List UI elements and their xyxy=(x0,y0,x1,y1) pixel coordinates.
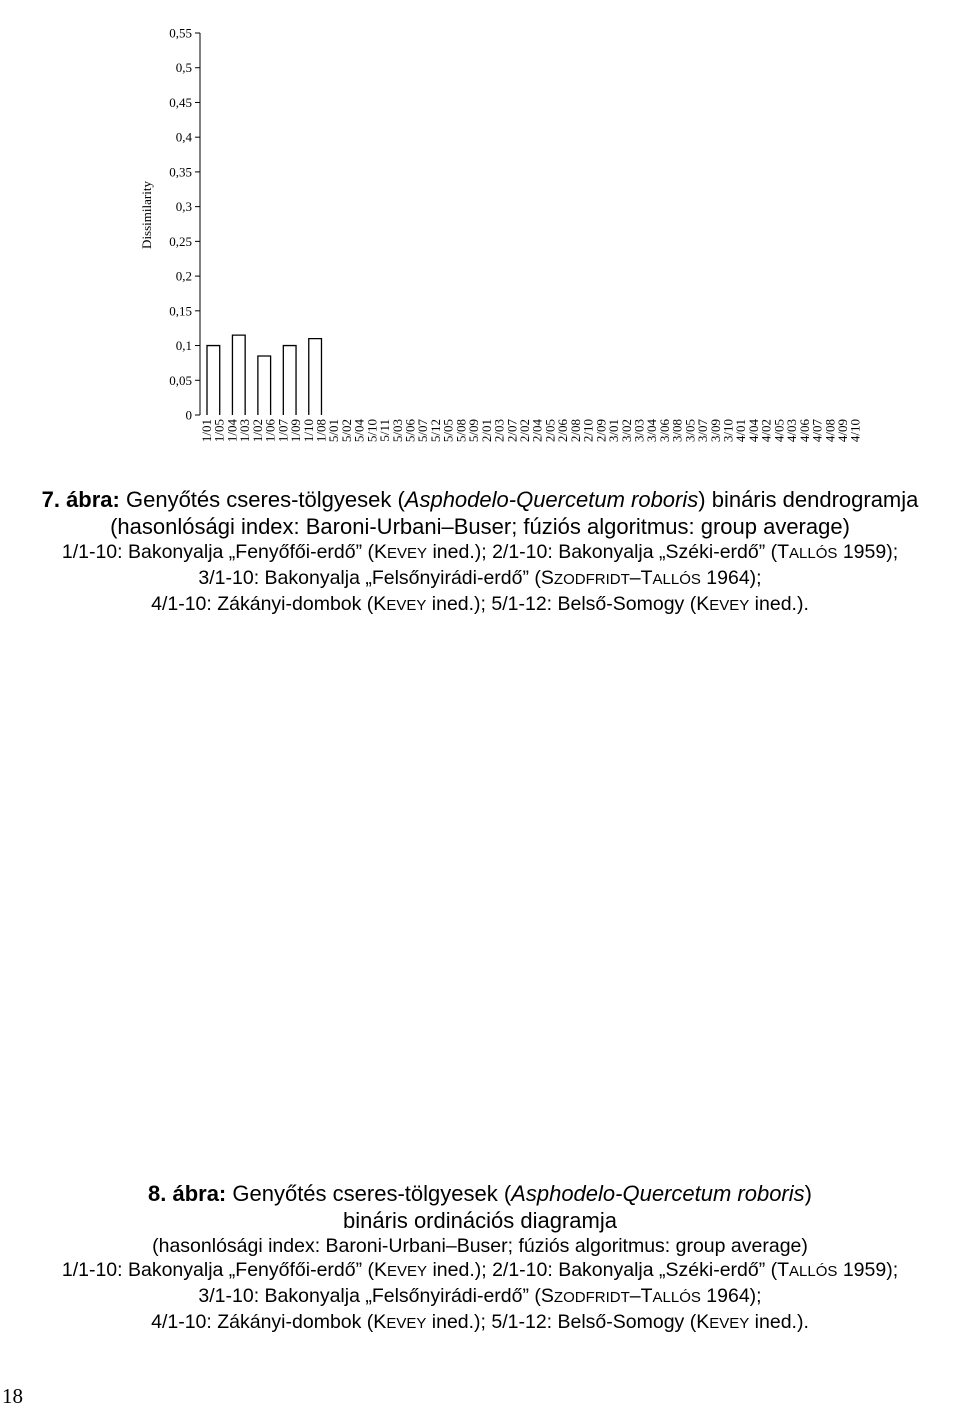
caption-text: 1959); xyxy=(837,1259,899,1281)
caption-text: ined.); 5/1-12: Belső-Somogy (K xyxy=(426,1311,710,1333)
dendrogram-leaf-label: 1/04 xyxy=(224,419,240,443)
dendrogram-leaf-label: 1/06 xyxy=(262,419,278,443)
caption-line xyxy=(0,592,960,618)
caption-line xyxy=(0,566,960,592)
dendrogram-leaf-label: 3/01 xyxy=(606,419,622,443)
dendrogram-y-tick-label: 0 xyxy=(185,407,192,423)
dendrogram-y-tick-label: 0,05 xyxy=(169,372,192,388)
caption-text: Genyőtés cseres-tölgyesek ( xyxy=(226,1181,512,1206)
dendrogram-y-axis-label: Dissimilarity xyxy=(139,181,154,249)
dendrogram-chart xyxy=(0,0,960,470)
dendrogram-leaf-label: 2/06 xyxy=(555,419,571,443)
dendrogram-leaf-label: 5/06 xyxy=(402,419,418,443)
dendrogram-leaf-label: 3/02 xyxy=(618,419,634,443)
dendrogram-branch xyxy=(232,335,245,415)
caption-text: 4/1-10: Zákányi-dombok (K xyxy=(151,593,387,615)
caption-text: 1959); xyxy=(837,541,899,563)
dendrogram-leaf-label: 4/02 xyxy=(758,419,774,443)
dendrogram-leaf-label: 4/03 xyxy=(784,419,800,443)
caption-text: 8. ábra: xyxy=(148,1181,227,1206)
dendrogram-y-tick-label: 0,5 xyxy=(175,60,192,76)
caption-text: EVEY xyxy=(387,1263,428,1280)
dendrogram-y-tick-label: 0,4 xyxy=(175,129,192,145)
dendrogram-y-tick-label: 0,15 xyxy=(169,303,192,319)
dendrogram-leaf-label: 5/01 xyxy=(326,419,342,443)
dendrogram-y-axis xyxy=(169,26,200,423)
caption-text: 7. ábra: xyxy=(41,487,120,512)
dendrogram-leaf-label: 2/02 xyxy=(517,419,532,443)
caption-text: Asphodelo-Quercetum roboris xyxy=(511,1181,805,1206)
caption-text: (hasonlósági index: Baroni-Urbani–Buser; fúziós algoritmus: group average) xyxy=(110,514,850,539)
dendrogram-leaf-label: 3/08 xyxy=(669,419,685,443)
caption-line xyxy=(0,1234,960,1258)
caption-text: ) xyxy=(804,1181,812,1206)
dendrogram-leaf-label: 4/04 xyxy=(745,419,761,443)
dendrogram-leaf-label: 3/10 xyxy=(720,419,736,443)
caption-line xyxy=(0,486,960,513)
dendrogram-branch xyxy=(258,356,271,415)
caption-line xyxy=(0,1310,960,1336)
dendrogram-y-tick-label: 0,2 xyxy=(175,268,192,284)
dendrogram-leaf-label: 3/06 xyxy=(656,419,672,443)
dendrogram-leaf-label: 5/08 xyxy=(453,419,469,443)
dendrogram-leaf-label: 5/04 xyxy=(351,419,367,443)
dendrogram-leaf-label: 4/08 xyxy=(822,419,838,443)
dendrogram-leaf-label: 4/01 xyxy=(733,419,749,443)
dendrogram-leaf-labels xyxy=(199,419,863,443)
dendrogram-leaf-label: 3/05 xyxy=(682,419,698,443)
dendrogram-y-tick-label: 0,1 xyxy=(175,338,192,354)
caption-text: (hasonlósági index: Baroni-Urbani–Buser; fúziós algoritmus: group average) xyxy=(152,1235,808,1257)
dendrogram-leaf-label: 2/07 xyxy=(504,419,520,443)
caption-line xyxy=(0,1207,960,1234)
dendrogram-leaf-label: 5/05 xyxy=(440,419,456,443)
dendrogram-leaf-label: 5/07 xyxy=(415,419,431,443)
dendrogram-leaf-label: 4/05 xyxy=(771,419,787,443)
dendrogram-leaf-label: 5/02 xyxy=(338,419,354,443)
caption-text: 1964); xyxy=(700,567,762,589)
caption-text: Asphodelo-Quercetum roboris xyxy=(404,487,699,512)
dendrogram-leaf-label: 2/05 xyxy=(542,419,558,443)
caption-text: ) bináris dendrogramja xyxy=(698,487,919,512)
dendrogram-branch xyxy=(283,346,296,415)
caption-text: ALLÓS xyxy=(652,1289,701,1306)
dendrogram-leaf-label: 2/01 xyxy=(478,419,494,443)
dendrogram-leaf-label: 3/04 xyxy=(644,419,660,443)
dendrogram-leaf-label: 1/01 xyxy=(199,419,214,443)
caption-text: EVEY xyxy=(386,597,427,614)
dendrogram-leaf-label: 3/07 xyxy=(695,419,711,443)
dendrogram-leaf-label: 4/07 xyxy=(809,419,825,443)
dendrogram-leaf-label: 2/10 xyxy=(580,419,596,443)
dendrogram-y-tick-label: 0,3 xyxy=(175,199,192,215)
caption-text: 3/1-10: Bakonyalja „Felsőnyirádi-erdő” (S xyxy=(198,567,554,589)
caption-text: EVEY xyxy=(709,597,750,614)
caption-text: EVEY xyxy=(709,1315,750,1332)
dendrogram-leaf-label: 1/02 xyxy=(249,419,265,443)
caption-text: ALLÓS xyxy=(789,1263,838,1280)
caption-line xyxy=(0,1180,960,1207)
caption-text: –T xyxy=(629,567,653,589)
caption-text: 1964); xyxy=(700,1285,762,1307)
dendrogram-leaf-label: 1/03 xyxy=(237,419,253,443)
dendrogram-leaf-label: 1/07 xyxy=(275,419,291,443)
caption-text: bináris ordinációs diagramja xyxy=(343,1208,617,1233)
dendrogram-y-tick-label: 0,25 xyxy=(169,233,192,249)
dendrogram-leaf-label: 1/09 xyxy=(288,419,304,443)
dendrogram-leaf-label: 1/10 xyxy=(300,419,316,443)
dendrogram-leaf-label: 5/10 xyxy=(364,419,380,443)
dendrogram-leaf-label: 1/08 xyxy=(313,419,329,443)
dendrogram-leaf-label: 2/08 xyxy=(567,419,583,443)
dendrogram-leaf-label: 2/03 xyxy=(491,419,507,443)
caption-text: –T xyxy=(629,1285,653,1307)
dendrogram-leaf-label: 1/05 xyxy=(211,419,227,443)
dendrogram-y-tick-label: 0,35 xyxy=(169,164,192,180)
dendrogram-branch xyxy=(309,339,322,415)
caption-line xyxy=(0,540,960,566)
dendrogram-leaf-label: 4/09 xyxy=(835,419,850,443)
dendrogram-leaf-label: 4/06 xyxy=(796,419,812,443)
ordination-scatter-chart xyxy=(0,690,960,1165)
dendrogram-leaf-label: 2/09 xyxy=(593,419,609,443)
caption-text: EVEY xyxy=(387,545,428,562)
caption-line xyxy=(0,513,960,540)
dendrogram-leaf-label: 5/11 xyxy=(377,419,393,442)
caption-text: ZODFRIDT xyxy=(553,571,630,588)
page-number: 18 xyxy=(2,1384,23,1408)
caption-text: 4/1-10: Zákányi-dombok (K xyxy=(151,1311,387,1333)
dendrogram-leaf-label: 5/03 xyxy=(389,419,405,443)
dendrogram-leaf-label: 4/10 xyxy=(847,419,863,443)
caption-text: ined.). xyxy=(749,1311,809,1333)
caption-text: ined.). xyxy=(749,593,809,615)
caption-line xyxy=(0,1258,960,1284)
figure-8-caption xyxy=(0,1180,960,1336)
dendrogram-branch xyxy=(207,346,220,415)
figure-7-caption xyxy=(0,486,960,618)
caption-text: ALLÓS xyxy=(652,571,701,588)
caption-text: Genyőtés cseres-tölgyesek ( xyxy=(119,487,405,512)
dendrogram-leaf-label: 3/03 xyxy=(631,419,647,443)
dendrogram-y-tick-label: 0,45 xyxy=(169,94,192,110)
dendrogram-y-tick-label: 0,55 xyxy=(169,25,192,41)
dendrogram-leaf-label: 3/09 xyxy=(707,419,723,443)
caption-text: ined.); 2/1-10: Bakonyalja „Széki-erdő” (T xyxy=(427,1259,790,1281)
caption-text: 1/1-10: Bakonyalja „Fenyőfői-erdő” (K xyxy=(61,541,388,563)
dendrogram-leaf-label: 2/04 xyxy=(529,419,545,443)
dendrogram-leaf-label: 5/09 xyxy=(466,419,482,443)
caption-text: ined.); 5/1-12: Belső-Somogy (K xyxy=(426,593,710,615)
caption-text: ined.); 2/1-10: Bakonyalja „Széki-erdő” (T xyxy=(427,541,790,563)
caption-text: 3/1-10: Bakonyalja „Felsőnyirádi-erdő” (S xyxy=(198,1285,554,1307)
dendrogram-leaf-label: 5/12 xyxy=(427,419,443,443)
caption-text: 1/1-10: Bakonyalja „Fenyőfői-erdő” (K xyxy=(61,1259,388,1281)
caption-text: EVEY xyxy=(386,1315,427,1332)
caption-text: ZODFRIDT xyxy=(553,1289,630,1306)
caption-text: ALLÓS xyxy=(789,545,838,562)
caption-line xyxy=(0,1284,960,1310)
dendrogram-branches xyxy=(207,335,321,415)
